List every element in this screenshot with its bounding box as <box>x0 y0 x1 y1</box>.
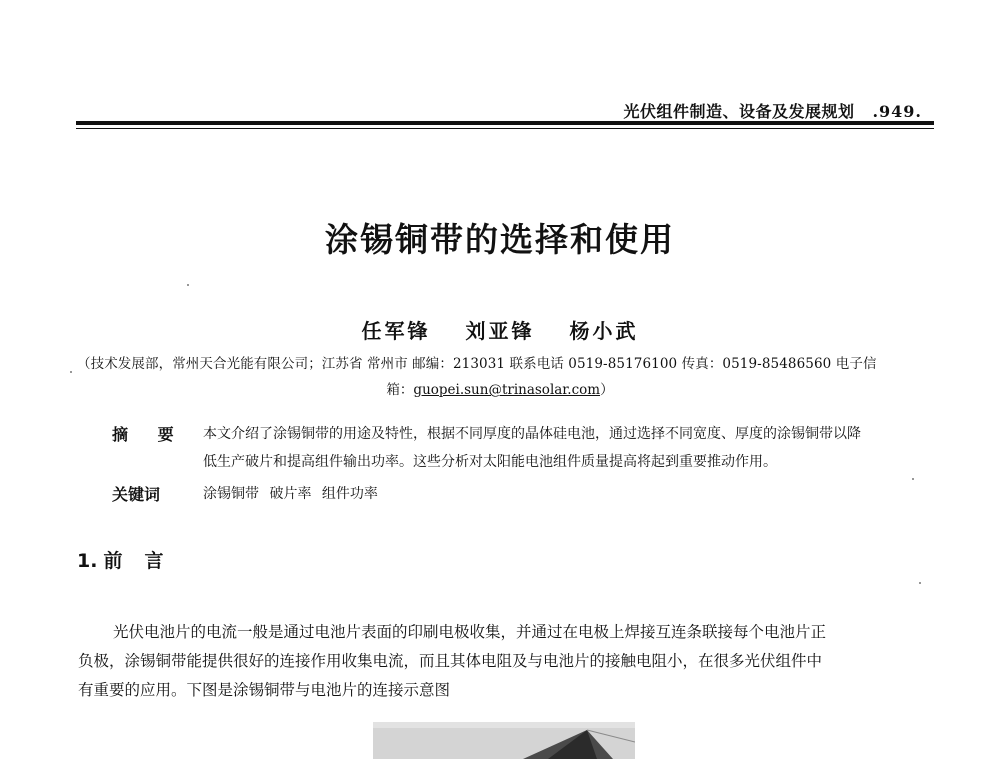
section-number: 1. <box>77 550 98 572</box>
ribbon-cell-illustration <box>373 722 635 759</box>
affiliation-line: （技术发展部，常州天合光能有限公司；江苏省 常州市 邮编：213031 联系电话 0519-85176100 传真：0519-85486560 电子信 <box>77 356 877 372</box>
section-heading <box>77 546 185 573</box>
abstract-text-line: 低生产破片和提高组件输出功率。这些分析对太阳能电池组件质量提高将起到重要推动作用。 <box>203 454 777 470</box>
email-link[interactable]: guopei.sun@trinasolar.com <box>413 382 601 398</box>
scan-speck <box>187 284 189 286</box>
running-title: 光伏组件制造、设备及发展规划 <box>623 102 855 121</box>
affiliation-line-continued <box>0 378 1000 398</box>
scan-speck <box>919 582 921 584</box>
keywords-text: 涂锡铜带 破片率 组件功率 <box>203 486 378 502</box>
author-name: 杨小武 <box>569 319 639 343</box>
header-rule-thick <box>76 121 934 125</box>
author-name: 任军锋 <box>361 319 431 343</box>
section-title: 前言 <box>103 550 186 572</box>
scan-speck <box>912 478 914 480</box>
running-header <box>623 99 922 122</box>
author-name: 刘亚锋 <box>465 319 535 343</box>
abstract-text-line: 本文介绍了涂锡铜带的用途及特性，根据不同厚度的晶体硅电池，通过选择不同宽度、厚度的涂锡铜带以降 <box>203 426 861 442</box>
abstract-label: 摘 要 <box>112 425 186 444</box>
body-text-line: 光伏电池片的电流一般是通过电池片表面的印刷电极收集，并通过在电极上焊接互连条联接每个电池片正 <box>113 623 827 641</box>
affiliation-email-prefix: 箱： <box>386 382 414 398</box>
page-number: .949. <box>872 102 922 121</box>
author-list <box>0 315 1000 344</box>
scan-speck <box>70 371 72 373</box>
keywords-label: 关键词 <box>112 485 161 504</box>
connection-diagram-figure <box>373 722 635 759</box>
header-rule-thin <box>76 128 934 129</box>
article-title: 涂锡铜带的选择和使用 <box>325 220 675 259</box>
body-text-line: 负极，涂锡铜带能提供很好的连接作用收集电流，而且其体电阻及与电池片的接触电阻小，在很多光伏组件中 <box>78 652 823 670</box>
affiliation-close: ） <box>600 382 614 398</box>
body-text-line: 有重要的应用。下图是涂锡铜带与电池片的连接示意图 <box>78 681 451 699</box>
